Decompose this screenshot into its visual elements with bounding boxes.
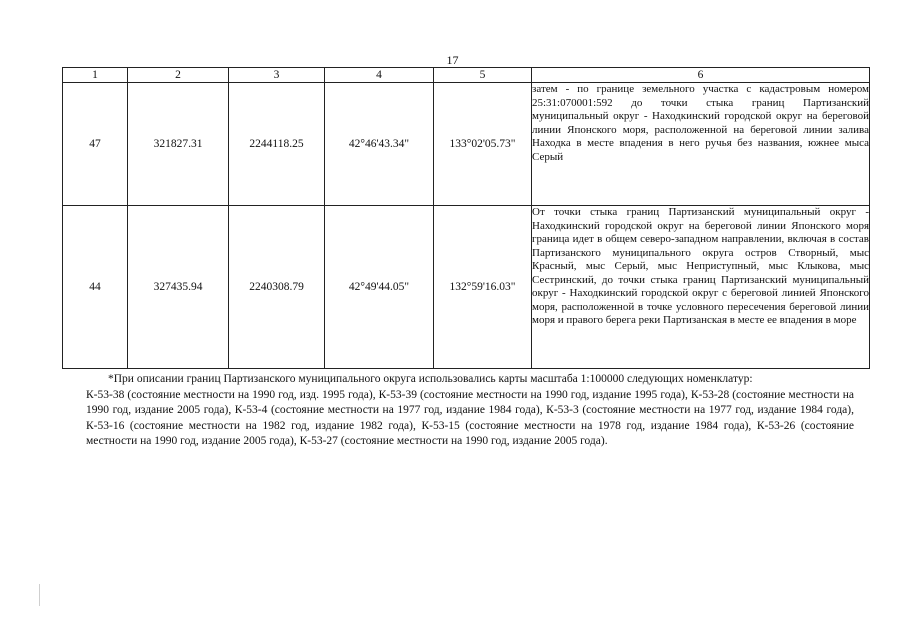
y-coordinate-cell: 2244118.25 (229, 83, 325, 206)
footnote-intro: *При описании границ Партизанского муниципального округа использовались карты масштаба 1:100000 следующих номенклатур: (108, 373, 753, 385)
point-number-cell: 44 (63, 206, 128, 369)
latitude-cell: 42°49'44.05" (325, 206, 434, 369)
latitude-cell: 42°46'43.34" (325, 83, 434, 206)
page-number: 17 (446, 53, 459, 67)
header-col-4: 4 (325, 68, 434, 83)
header-col-6: 6 (532, 68, 870, 83)
longitude-cell: 133°02'05.73" (434, 83, 532, 206)
header-col-5: 5 (434, 68, 532, 83)
boundary-points-table (62, 67, 870, 369)
x-coordinate-cell: 321827.31 (128, 83, 229, 206)
table-row (63, 206, 870, 369)
table-row (63, 83, 870, 206)
table-header-row (63, 68, 870, 83)
header-col-1: 1 (63, 68, 128, 83)
footnote-map-list: К-53-38 (состояние местности на 1990 год, изд. 1995 года), К-53-39 (состояние местности на 1990 год, издание 1995 года), К-53-28 (состояние местности на 1990 год, издание 2005 года), К-53-4 (состояние местности на 1977 год, издание 1984 года), К-53-3 (состояние местности на 1977 год, издание 1984 года), К-53-16 (состояние местности на 1982 год, издание 1982 года), К-53-15 (состояние местности на 1978 год, издание 1984 года), К-53-26 (состояние местности на 1990 год, издание 2005 года), К-53-27 (состояние местности на 1990 год, издание 2005 года). (86, 388, 854, 448)
y-coordinate-cell: 2240308.79 (229, 206, 325, 369)
map-sources-footnote (86, 372, 854, 450)
boundary-description-text: затем - по границе земельного участка с кадастровым номером 25:31:070001:592 до точки стыка границ Партизанский муниципальный округ - Находкинский городской округ на береговой линии Японского моря, расположенной на береговой линии залива Находка в месте впадения в него ручья без названия, южнее мыса Серый (532, 83, 869, 163)
point-number-cell: 47 (63, 83, 128, 206)
boundary-description-cell (532, 206, 870, 369)
scan-margin-line (39, 584, 40, 606)
header-col-2: 2 (128, 68, 229, 83)
longitude-cell: 132°59'16.03" (434, 206, 532, 369)
x-coordinate-cell: 327435.94 (128, 206, 229, 369)
header-col-3: 3 (229, 68, 325, 83)
boundary-description-cell (532, 83, 870, 206)
boundary-description-text: От точки стыка границ Партизанский муниципальный округ - Находкинский городской округ на береговой линии Японского моря граница идет в общем северо-западном направлении, включая в состав Партизанского муниципального округа остров Створный, мыс Красный, мыс Серый, мыс Неприступный, мыс Клыкова, мыс Сестринский, до точки стыка границ Партизанский муниципальный округ - Находкинский городской округ с береговой линией Японского моря, расположенной в точке условного пересечения береговой линии моря и правого берега реки Партизанская в месте ее впадения в море (532, 206, 869, 326)
